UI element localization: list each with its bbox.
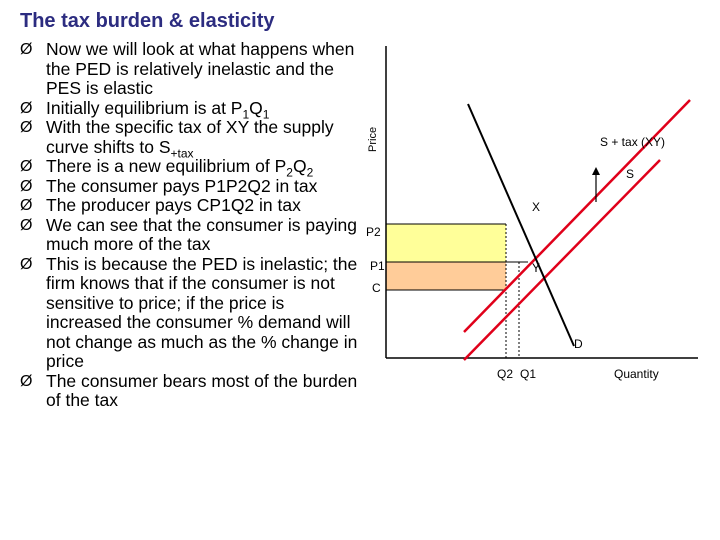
bullet-item: Ø We can see that the consumer is paying much more of the tax	[20, 214, 357, 254]
bullet-arrow-icon: Ø	[20, 216, 33, 234]
bullet-arrow-icon: Ø	[20, 41, 33, 58]
bullet-arrow-icon: Ø	[20, 177, 33, 195]
slide-title: The tax burden & elasticity	[20, 10, 275, 32]
arrow-head-icon	[592, 167, 600, 175]
demand-label: D	[574, 337, 583, 351]
p2-label: P2	[366, 225, 381, 239]
consumer-tax-area	[386, 224, 506, 262]
producer-tax-area	[386, 262, 506, 290]
bullet-arrow-icon: Ø	[20, 158, 33, 175]
supply-label: S	[626, 167, 635, 181]
bullet-item: Ø Initially equilibrium is at $P_1Q_1$	[20, 97, 270, 121]
c-label: C	[372, 281, 381, 295]
q2-label: Q2	[497, 367, 514, 381]
bullet-item: Ø With the specific tax of XY the supply curve shifts to $S_{+tax}$	[20, 117, 334, 160]
bullet-arrow-icon: Ø	[20, 197, 33, 214]
bullet-item: Ø The consumer pays P1P2Q2 in tax	[20, 175, 318, 196]
bullet-arrow-icon: Ø	[20, 255, 33, 273]
bullet-arrow-icon: Ø	[20, 119, 33, 136]
p1-label: P1	[370, 259, 385, 273]
bullet-item: Ø The consumer bears most of the burden of the tax	[20, 370, 358, 410]
bullet-item: Ø The producer pays CP1Q2 in tax	[20, 195, 301, 215]
point-x-label: X	[532, 200, 541, 214]
bullet-arrow-icon: Ø	[20, 99, 33, 117]
point-y-label: Y	[532, 261, 541, 275]
bullet-item: Ø This is because the PED is inelastic; the firm knows that if the consumer is not sensitive to price; if the price is increased the consumer % demand will not change as much as the % change in price	[20, 253, 358, 371]
bullet-item: Ø There is a new equilibrium of $P_2Q_2$	[20, 156, 314, 180]
bullet-arrow-icon: Ø	[20, 372, 33, 390]
price-axis-label: Price	[367, 126, 379, 152]
supply-tax-label: S + tax (XY)	[600, 135, 666, 149]
quantity-axis-label: Quantity	[614, 367, 659, 381]
q1-label: Q1	[520, 367, 537, 381]
bullet-item: Ø Now we will look at what happens when the PED is relatively inelastic and the PES is elastic	[20, 39, 355, 98]
